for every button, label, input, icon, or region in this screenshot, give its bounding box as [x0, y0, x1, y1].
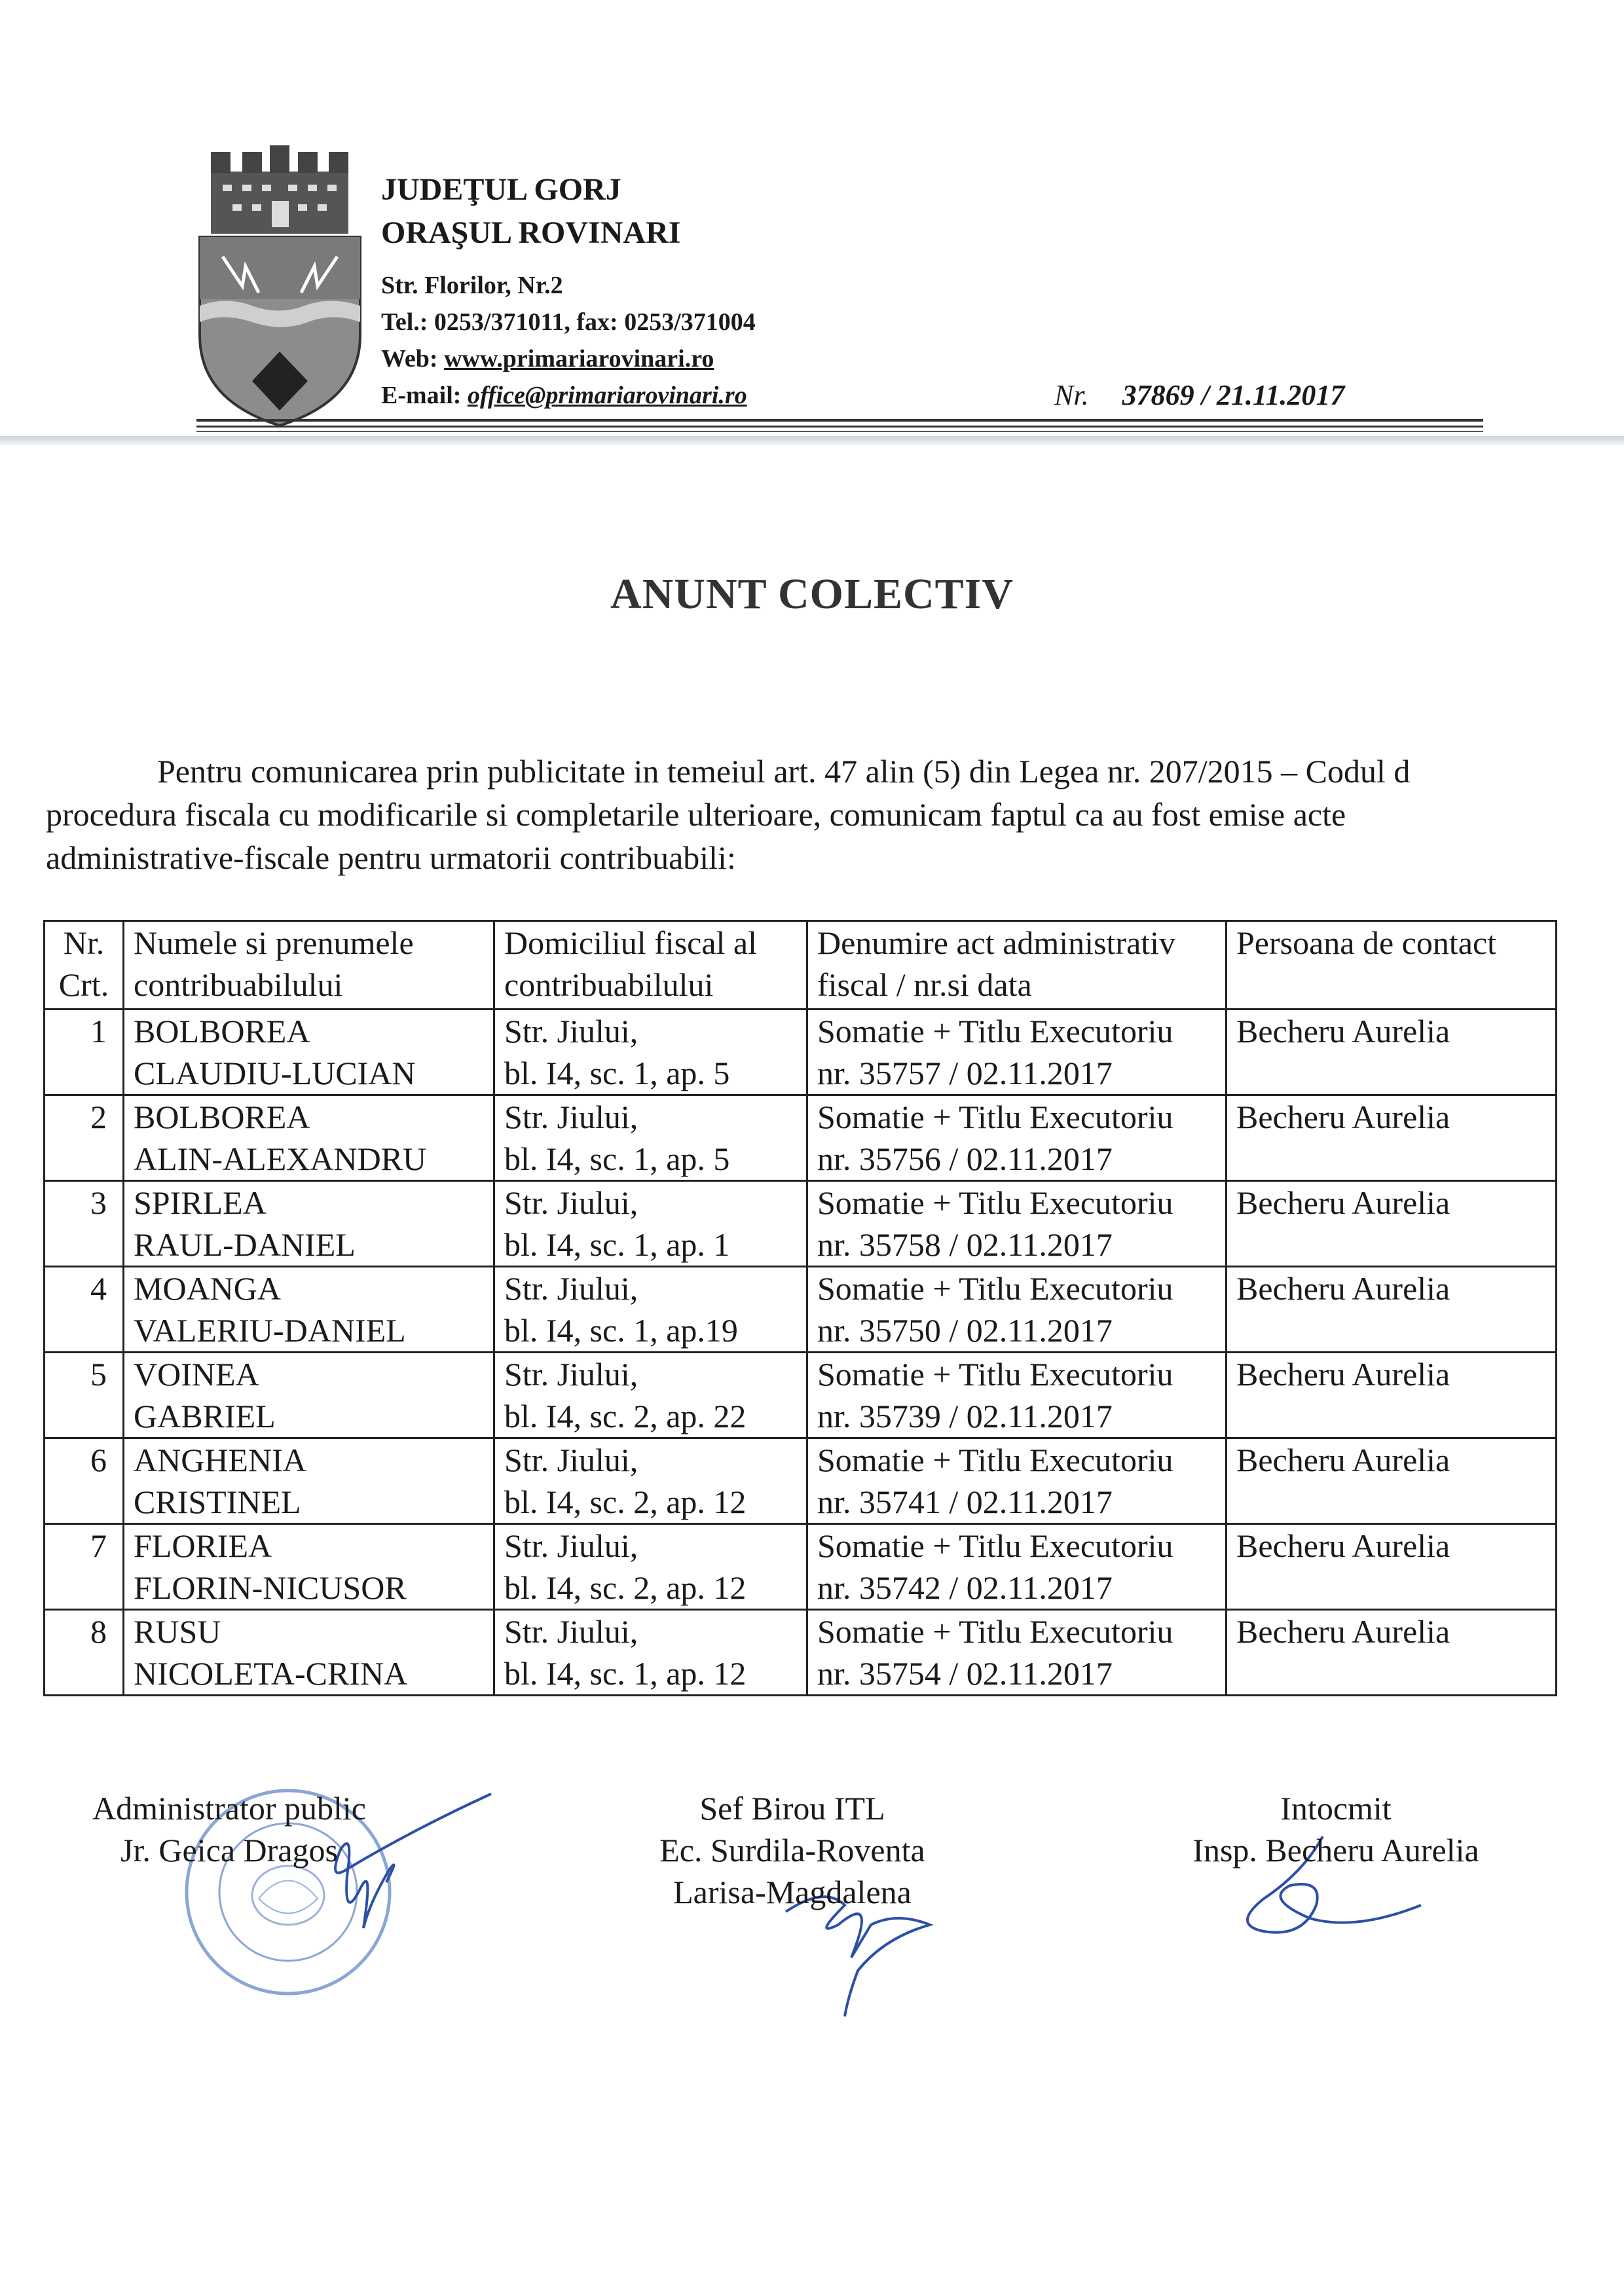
cell-nr	[45, 1267, 124, 1353]
header-line: Nr.	[63, 924, 105, 961]
header-line: fiscal / nr.si data	[817, 966, 1032, 1003]
cell-line: nr. 35754 / 02.11.2017	[817, 1655, 1113, 1692]
cell-line: MOANGA	[134, 1270, 281, 1307]
cell-name	[124, 1438, 494, 1524]
cell-line: 7	[90, 1527, 107, 1564]
cell-line: Becheru Aurelia	[1236, 1184, 1450, 1221]
cell-address	[494, 1438, 807, 1524]
cell-line: bl. I4, sc. 1, ap. 12	[504, 1655, 747, 1692]
web-link[interactable]: www.primariarovinari.ro	[444, 345, 714, 373]
cell-address	[494, 1353, 807, 1438]
web-label: Web:	[381, 345, 438, 373]
cell-line: nr. 35739 / 02.11.2017	[817, 1398, 1113, 1434]
table-row	[45, 1095, 1557, 1181]
cell-line: Becheru Aurelia	[1236, 1613, 1450, 1650]
header-shadow-band	[0, 436, 1624, 445]
cell-contact	[1227, 1353, 1557, 1438]
signatory-name-2: Larisa-Magdalena	[673, 1874, 912, 1910]
cell-line: ALIN-ALEXANDRU	[134, 1140, 427, 1177]
header-divider	[196, 419, 1483, 422]
cell-line: VALERIU-DANIEL	[134, 1312, 406, 1349]
cell-line: nr. 35756 / 02.11.2017	[817, 1140, 1113, 1177]
cell-line: VOINEA	[134, 1356, 259, 1393]
cell-line: Becheru Aurelia	[1236, 1527, 1450, 1564]
cell-act	[807, 1095, 1227, 1181]
cell-act	[807, 1353, 1227, 1438]
cell-name	[124, 1010, 494, 1095]
cell-line: Somatie + Titlu Executoriu	[817, 1270, 1173, 1307]
signatory-name: Insp. Becheru Aurelia	[1192, 1832, 1479, 1868]
cell-contact	[1227, 1095, 1557, 1181]
cell-line: FLORIEA	[134, 1527, 272, 1564]
cell-address	[494, 1181, 807, 1267]
cell-address	[494, 1267, 807, 1353]
cell-address	[494, 1610, 807, 1696]
cell-line: RUSU	[134, 1613, 221, 1650]
header-line: Denumire act administrativ	[817, 924, 1176, 961]
cell-nr	[45, 1610, 124, 1696]
cell-line: bl. I4, sc. 1, ap.19	[504, 1312, 738, 1349]
cell-line: 1	[90, 1013, 107, 1049]
registration-number	[1054, 378, 1344, 412]
header-line: contribuabilului	[134, 966, 343, 1003]
cell-line: Somatie + Titlu Executoriu	[817, 1184, 1173, 1221]
intro-line: Pentru comunicarea prin publicitate in temeiul art. 47 alin (5) din Legea nr. 207/2015 – Codul d	[157, 753, 1411, 790]
cell-line: Becheru Aurelia	[1236, 1013, 1450, 1049]
cell-act	[807, 1610, 1227, 1696]
table-header-row	[45, 921, 1557, 1010]
cell-line: Somatie + Titlu Executoriu	[817, 1356, 1173, 1393]
cell-line: 4	[90, 1270, 107, 1307]
registration-value: 37869 / 21.11.2017	[1122, 379, 1345, 411]
email-row	[381, 381, 747, 410]
header-line: Numele si prenumele	[134, 924, 414, 961]
cell-line: nr. 35750 / 02.11.2017	[817, 1312, 1113, 1349]
col-header-address	[494, 921, 807, 1010]
cell-line: Str. Jiului,	[504, 1356, 638, 1393]
signature-block-prepared	[1153, 1787, 1519, 1871]
header-divider	[196, 426, 1483, 428]
cell-nr	[45, 1010, 124, 1095]
cell-act	[807, 1438, 1227, 1524]
cell-line: Somatie + Titlu Executoriu	[817, 1442, 1173, 1478]
cell-nr	[45, 1095, 124, 1181]
cell-line: 8	[90, 1613, 107, 1650]
cell-name	[124, 1353, 494, 1438]
cell-line: bl. I4, sc. 1, ap. 5	[504, 1055, 730, 1091]
intro-paragraph	[46, 750, 1611, 879]
cell-contact	[1227, 1181, 1557, 1267]
cell-nr	[45, 1524, 124, 1610]
cell-line: Somatie + Titlu Executoriu	[817, 1099, 1173, 1135]
phone-fax: Tel.: 0253/371011, fax: 0253/371004	[381, 308, 756, 336]
cell-line: bl. I4, sc. 2, ap. 12	[504, 1569, 747, 1606]
cell-line: BOLBOREA	[134, 1013, 310, 1049]
table-row	[45, 1610, 1557, 1696]
cell-line: GABRIEL	[134, 1398, 276, 1434]
cell-line: SPIRLEA	[134, 1184, 267, 1221]
signature-block-admin	[52, 1787, 406, 1871]
col-header-name	[124, 921, 494, 1010]
header-line: Persoana de contact	[1236, 924, 1497, 961]
cell-name	[124, 1095, 494, 1181]
cell-contact	[1227, 1267, 1557, 1353]
col-header-contact	[1227, 921, 1557, 1010]
signatory-role: Administrator public	[92, 1790, 366, 1827]
cell-line: BOLBOREA	[134, 1099, 310, 1135]
cell-line: Str. Jiului,	[504, 1270, 638, 1307]
cell-contact	[1227, 1010, 1557, 1095]
cell-line: Becheru Aurelia	[1236, 1270, 1450, 1307]
cell-line: Somatie + Titlu Executoriu	[817, 1013, 1173, 1049]
cell-line: nr. 35741 / 02.11.2017	[817, 1484, 1113, 1520]
cell-line: 5	[90, 1356, 107, 1393]
cell-line: Str. Jiului,	[504, 1527, 638, 1564]
cell-nr	[45, 1353, 124, 1438]
cell-address	[494, 1524, 807, 1610]
town-name: ORAŞUL ROVINARI	[381, 215, 681, 250]
cell-line: CRISTINEL	[134, 1484, 301, 1520]
cell-contact	[1227, 1438, 1557, 1524]
cell-contact	[1227, 1524, 1557, 1610]
county-name: JUDEŢUL GORJ	[381, 172, 621, 207]
signature-block-itl	[616, 1787, 969, 1913]
cell-line: Str. Jiului,	[504, 1613, 638, 1650]
signatory-name: Ec. Surdila-Roventa	[659, 1832, 925, 1868]
col-header-act	[807, 921, 1227, 1010]
cell-line: 3	[90, 1184, 107, 1221]
web-row	[381, 344, 714, 373]
header-line: Domiciliul fiscal al	[504, 924, 758, 961]
cell-line: Str. Jiului,	[504, 1442, 638, 1478]
cell-line: nr. 35758 / 02.11.2017	[817, 1226, 1113, 1263]
cell-nr	[45, 1438, 124, 1524]
cell-line: Becheru Aurelia	[1236, 1099, 1450, 1135]
cell-line: Str. Jiului,	[504, 1013, 638, 1049]
cell-line: Somatie + Titlu Executoriu	[817, 1613, 1173, 1650]
cell-address	[494, 1095, 807, 1181]
col-header-nr	[45, 921, 124, 1010]
cell-line: NICOLETA-CRINA	[134, 1655, 408, 1692]
cell-line: nr. 35757 / 02.11.2017	[817, 1055, 1113, 1091]
cell-line: 6	[90, 1442, 107, 1478]
cell-line: ANGHENIA	[134, 1442, 306, 1478]
document-title: ANUNT COLECTIV	[610, 570, 1014, 618]
cell-nr	[45, 1181, 124, 1267]
cell-line: Str. Jiului,	[504, 1184, 638, 1221]
cell-line: bl. I4, sc. 2, ap. 12	[504, 1484, 747, 1520]
cell-line: CLAUDIU-LUCIAN	[134, 1055, 416, 1091]
registration-label: Nr.	[1054, 379, 1089, 411]
cell-address	[494, 1010, 807, 1095]
cell-line: bl. I4, sc. 2, ap. 22	[504, 1398, 747, 1434]
cell-line: Str. Jiului,	[504, 1099, 638, 1135]
cell-name	[124, 1524, 494, 1610]
cell-line: Becheru Aurelia	[1236, 1356, 1450, 1393]
signatory-role: Sef Birou ITL	[699, 1790, 885, 1827]
header-line: Crt.	[58, 966, 109, 1003]
cell-contact	[1227, 1610, 1557, 1696]
cell-act	[807, 1267, 1227, 1353]
header-divider	[196, 431, 1483, 432]
cell-line: 2	[90, 1099, 107, 1135]
cell-name	[124, 1267, 494, 1353]
header-line: contribuabilului	[504, 966, 714, 1003]
email-label: E-mail:	[381, 382, 462, 409]
cell-name	[124, 1181, 494, 1267]
taxpayers-table	[43, 920, 1557, 1696]
coat-of-arms-logo	[196, 145, 363, 427]
cell-line: bl. I4, sc. 1, ap. 1	[504, 1226, 730, 1263]
cell-line: Becheru Aurelia	[1236, 1442, 1450, 1478]
cell-line: Somatie + Titlu Executoriu	[817, 1527, 1173, 1564]
signatory-role: Intocmit	[1280, 1790, 1392, 1827]
intro-line: administrative-fiscale pentru urmatorii contribuabili:	[46, 839, 736, 876]
street-address: Str. Florilor, Nr.2	[381, 272, 563, 299]
cell-line: FLORIN-NICUSOR	[134, 1569, 407, 1606]
cell-line: RAUL-DANIEL	[134, 1226, 356, 1263]
signatory-name: Jr. Geica Dragos	[120, 1832, 338, 1868]
cell-act	[807, 1010, 1227, 1095]
table-row	[45, 1438, 1557, 1524]
table-row	[45, 1267, 1557, 1353]
cell-line: nr. 35742 / 02.11.2017	[817, 1569, 1113, 1606]
cell-line: bl. I4, sc. 1, ap. 5	[504, 1140, 730, 1177]
email-link[interactable]: office@primariarovinari.ro	[467, 382, 747, 409]
cell-act	[807, 1524, 1227, 1610]
cell-act	[807, 1181, 1227, 1267]
intro-line: procedura fiscala cu modificarile si completarile ulterioare, comunicam faptul ca au fost emise acte	[46, 796, 1346, 833]
table-row	[45, 1353, 1557, 1438]
table-row	[45, 1010, 1557, 1095]
table-row	[45, 1181, 1557, 1267]
cell-name	[124, 1610, 494, 1696]
table-row	[45, 1524, 1557, 1610]
